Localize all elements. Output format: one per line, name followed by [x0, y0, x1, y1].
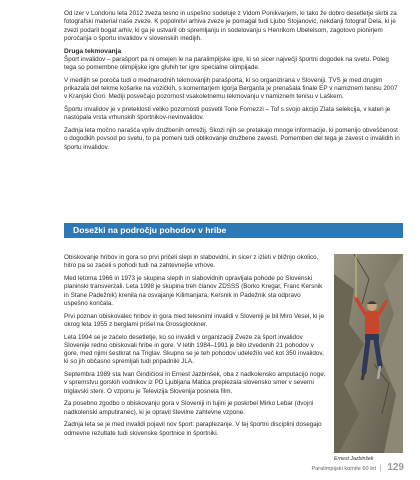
hike-paragraph: Leta 1994 se je začelo desetletje, ko so invalidi v organizaciji Zveze za šport invalidov Slovenije redno obiskovali hribe in gore. V letih 1984–1991 je bilo izvedenih 21 pohodov v gore, med njimi šestkrat na Triglav. Skupno se je teh pohodov udeležilo več kot 350 invalidov, ki so jih občasno spremljali tudi pripadniki JLA. [64, 333, 324, 366]
section-header-bar [64, 223, 403, 238]
climber-photo-illustration [334, 254, 403, 453]
climber-photo [334, 254, 403, 453]
hike-paragraph: Prvi poznan obiskovalec hribov in gora med telesnimi invalidi v Sloveniji je bil Miro Vesel, ki je okrog leta 1955 z berglami prišel na Grossglockner. [64, 312, 325, 328]
photo-caption: Ernest Jazbinšek [334, 456, 374, 462]
hike-paragraph: Zadnja leta se je med invalidi pojavil nov šport: paraplezanje. V tej športni disciplini dosegajo odmevne rezultate tudi slovenske športnice in športniki. [64, 421, 322, 437]
intro-text-block [64, 10, 400, 156]
page-number: 129 [387, 462, 404, 473]
hike-paragraph: Obiskovanje hribov in gora so prvi pričeli slepi in slabovidni, in sicer z izleti v bližnjo okolico, hitro pa so začeli s pohodi tudi na zahtevnejše vrhove. [64, 254, 319, 270]
subheading-druga-tekmovanja: Druga tekmovanja [64, 47, 122, 55]
hike-paragraph: Septembra 1989 sta Ivan Gindičiosi in Ernest Jazbinšek, oba z nadkolensko amputacijo noge, v spremstvu gorskih vodnikov iz PD Ljubljana Matica prepiezala slovensko smer v severni triglavski steni. O vzponu je Televizija Slovenija posnela film. [64, 371, 326, 395]
sport-paragraph: Šport invalidov – parašport pa ni omejen le na paralimpijske igre, ki so sicer največji športni dogodek na svetu. Poleg tega so pomembne olimpijske igre gluhih ter igre specialne olimpijade. [64, 55, 389, 71]
sport-paragraph: Športu invalidov je v preteklosti veliko pozornosti posvetil Tone Fornezzi – Tof s svojo akcijo Zlata selekcija, v kateri je nastopala vrsta vrhunskih športnikov-nevinvalidov. [64, 106, 391, 122]
page-footer [311, 462, 404, 473]
hike-text-block [64, 254, 326, 442]
hike-paragraph: Za posebno zgodbo o obiskovanju gora v Sloveniji in tujini je poskrbel Mirko Lebar (dvojni nadkolenski amputiranec), ki je opravil številne zahtevne vzpone. [64, 400, 314, 416]
hike-paragraph: Med letoma 1966 in 1973 je skupina slepih in slabovidnih opravljala pohode po Slovenski planinski transverzali. Leta 1998 je skupina treh članov ZDSSS (Borko Kregar, Franc Kersnik in Stane Padežnik) krenila na osvajanje Kilimanjara, Kersnik in Padežnik sta odpravo uspešno končala. [64, 275, 323, 307]
sport-paragraph: Zadnja leta močno narašča vpliv družbenih omrežij. Skozi njih se pretakajo mnoge informacije, ki pomenijo obveščenost o dogodkih povsod po svetu, to pa pomeni tudi oblikovanje družbene zavesti. Pomemben del tega je zavest o invalidih in športu invalidov. [64, 127, 400, 151]
section-title: Dosežki na področju pohodov v hribe [73, 225, 227, 235]
footer-separator: | [379, 463, 382, 472]
intro-paragraph: Od izer v Londonu leta 2012 zveza tesno in uspešno sodeluje z Vidom Ponikvarjem, ki tako že dobro desetletje skrbi za fotografski material naše zveze. K popolnitvi arhiva zveze je pomagal tudi Ljubo Stojanović, nekdanji fotograf Dela, ki je zvezi podaril bogat arhiv, ki ga je ustvaril ob spremljanju in sodelovanju s Henrikom Ubelelsom, zagotovo pionirjem poročanja o športu invalidov v slovenskih medijih. [64, 10, 397, 42]
footer-label: Paralimpijski komite 60 let [311, 466, 377, 472]
sport-paragraph: V medijih se poroča tudi o mednarodnih tekmovanjih parašporta, ki so organizirana v Sloveniji. TVS je med drugim prikazala del tekme košarke na vozičkih, s komentarjem Igorja Berganta je prenašala finale EP v namiznem tenisu 2007 v Kranjski Gori. Mediji posvečajo pozornost vsakoletnemu tekmovanju v namiznem tenisu v Laškem. [64, 76, 398, 101]
